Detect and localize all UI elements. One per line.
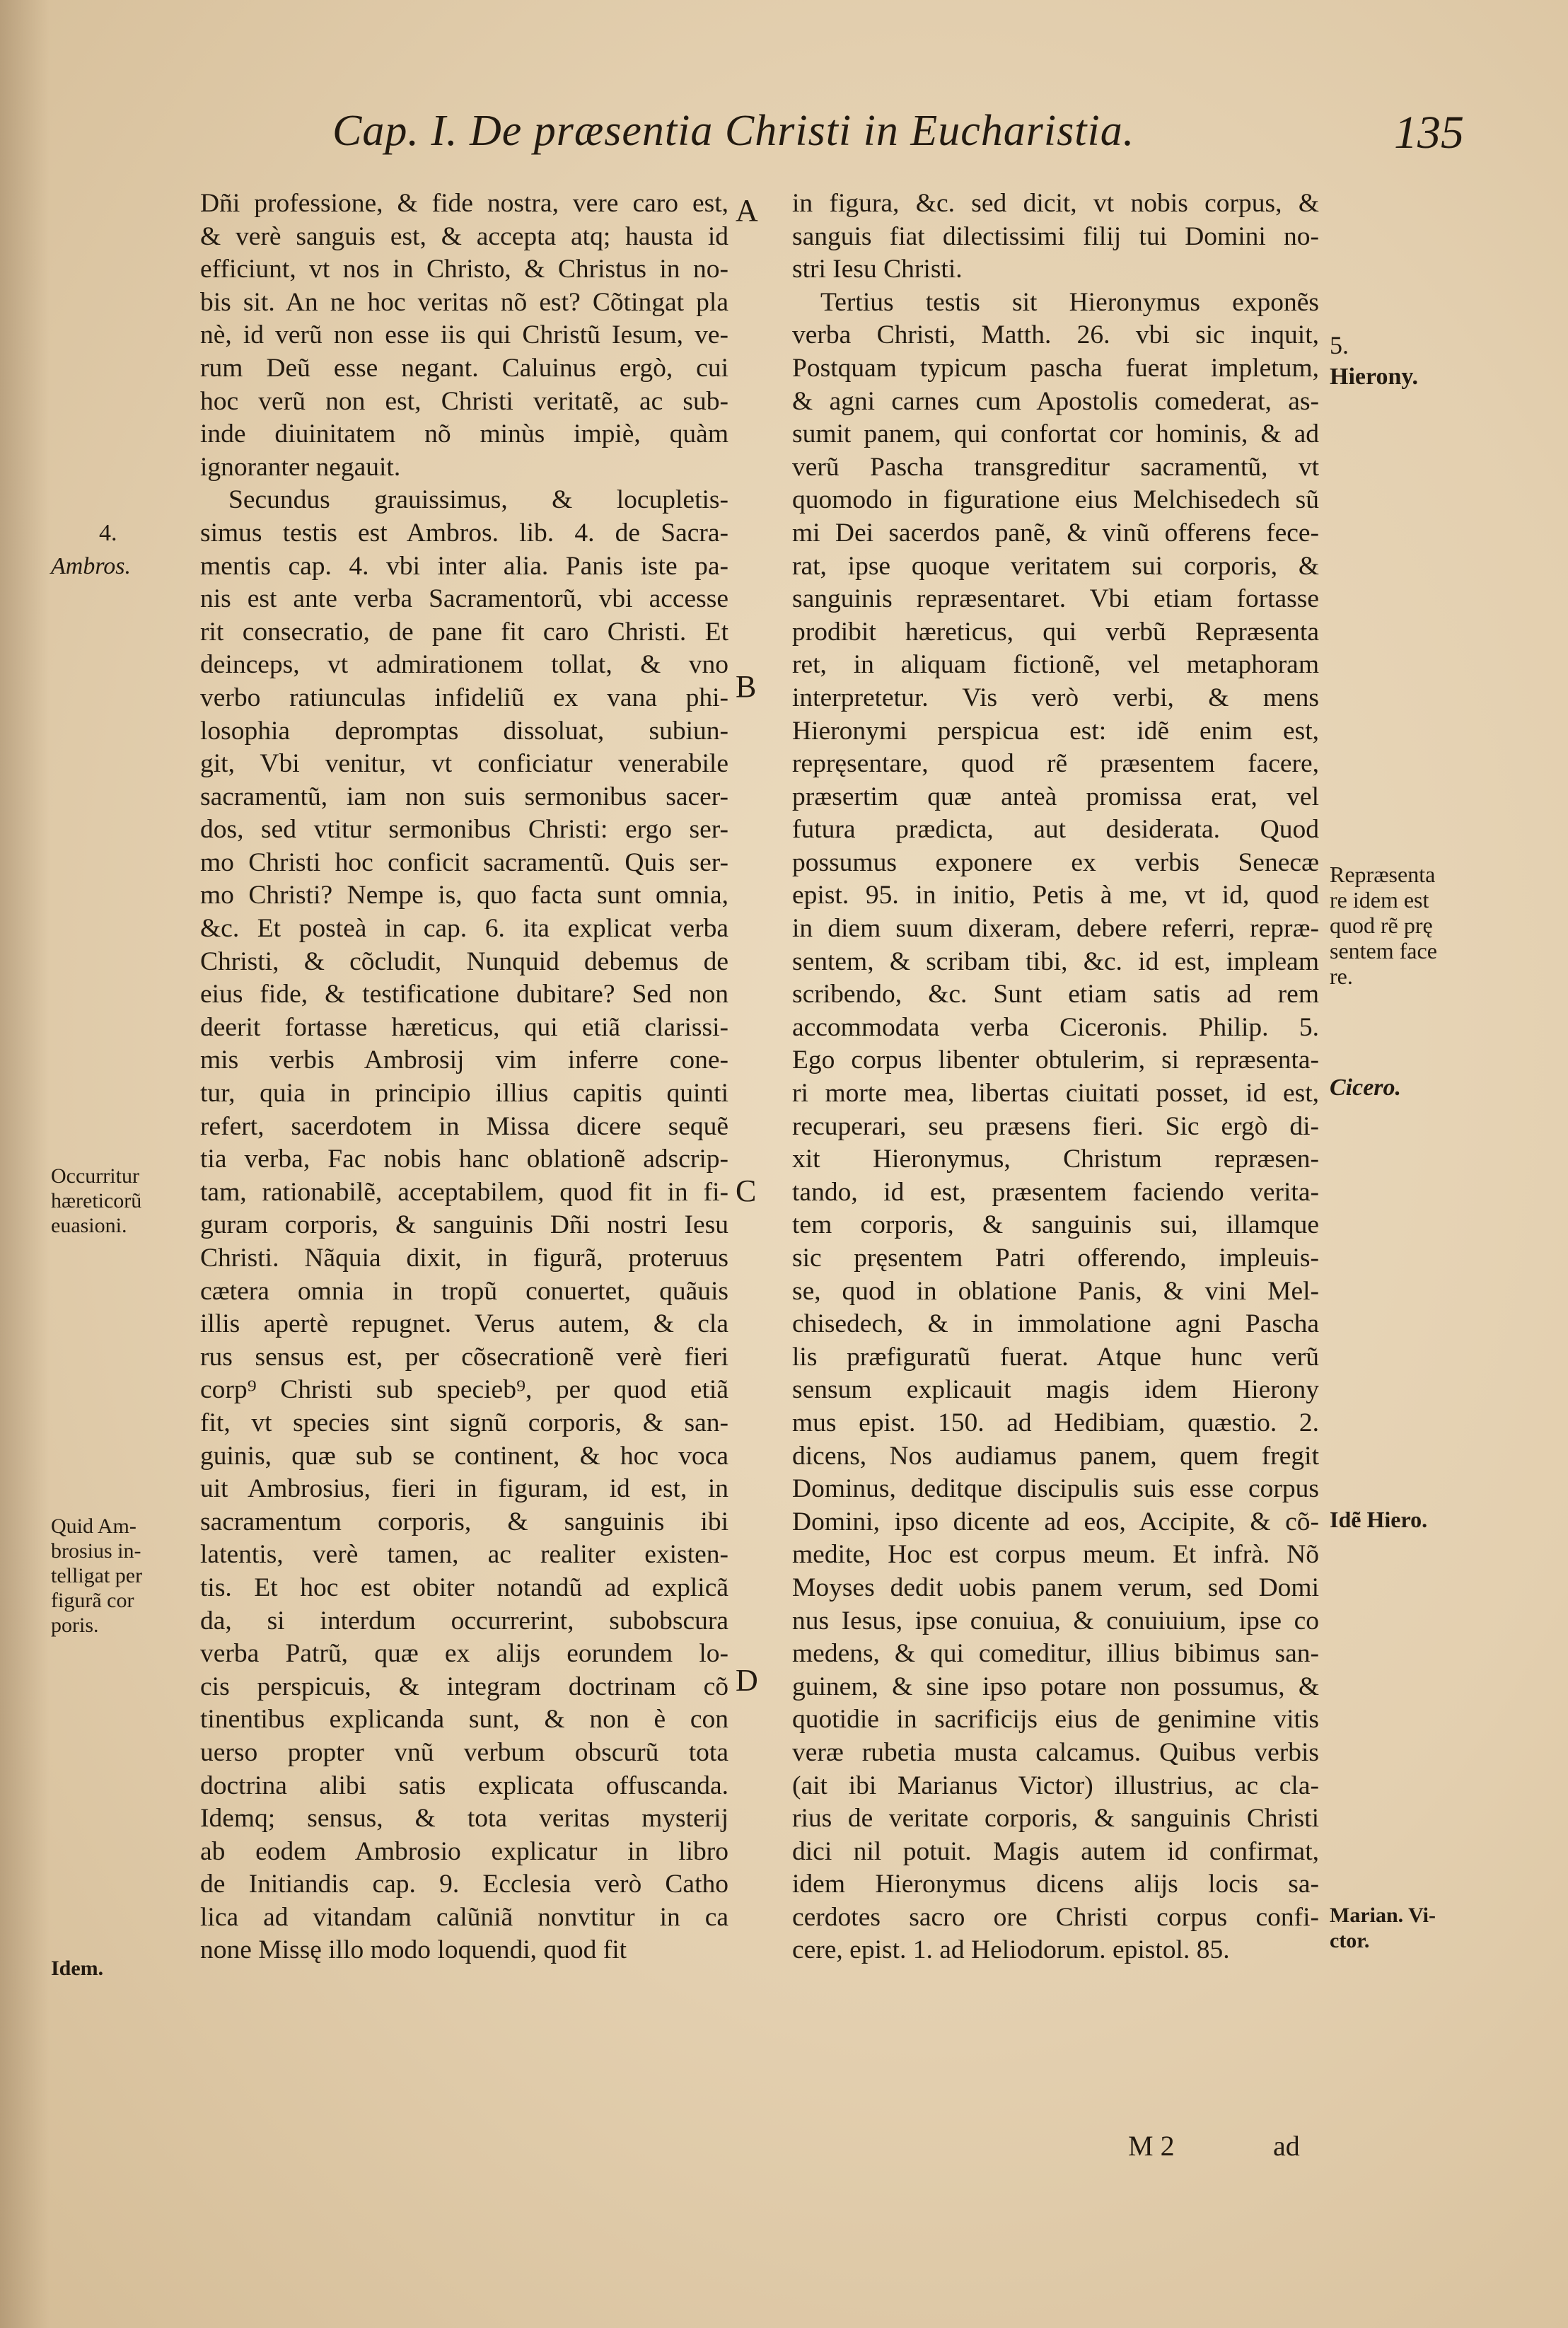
text-line: losophia depromptas dissoluat, subiun- (200, 716, 728, 746)
text-line: sacramentũ, iam non suis sermonibus sacer- (200, 782, 728, 811)
text-line: rus sensus est, per cõsecrationẽ verè fieri (200, 1342, 728, 1372)
text-line: futura prædicta, aut desiderata. Quod (792, 815, 1319, 845)
section-letter-d: D (736, 1663, 758, 1698)
text-line: Hieronymi perspicua est: idẽ enim est, (792, 716, 1319, 746)
text-line: mentis cap. 4. vbi inter alia. Panis iste pa- (200, 551, 728, 581)
section-letter-c: C (736, 1174, 757, 1208)
text-line: repręsentare, quod rẽ præsentem facere, (792, 749, 1319, 779)
section-letter-b: B (736, 669, 757, 704)
text-line: Domini, ipso dicente ad eos, Accipite, & cõ- (792, 1507, 1319, 1536)
text-line: verũ Pascha transgreditur sacramentũ, vt (792, 452, 1319, 482)
text-line: bis sit. An ne hoc veritas nõ est? Cõtingat pla (200, 287, 728, 317)
right-column (792, 187, 1319, 1967)
text-line: medens, & qui comeditur, illius bibimus san- (792, 1639, 1319, 1669)
text-line: lica ad vitandam calũniã nonvtitur in ca (200, 1902, 728, 1932)
text-line: Postquam typicum pascha fuerat impletum, (792, 353, 1319, 383)
text-line: Dñi professione, & fide nostra, vere caro est, (200, 189, 728, 218)
text-line: prodibit hæreticus, qui verbũ Repræsenta (792, 617, 1319, 647)
running-title: Cap. I. De præsentia Christi in Eucharistia. (332, 107, 1135, 155)
text-line: &c. Et posteà in cap. 6. ita explicat verba (200, 914, 728, 944)
text-line: simus testis est Ambros. lib. 4. de Sacra- (200, 518, 728, 548)
text-line: sumit panem, qui confortat cor hominis, & ad (792, 419, 1319, 449)
text-line: eius fide, & testificatione dubitare? Sed non (200, 980, 728, 1009)
margin-note-cicero: Cicero. (1330, 1075, 1402, 1101)
text-line: sic pręsentem Patri offerendo, impleuis- (792, 1244, 1319, 1273)
text-line: corp⁹ Christi sub specieb⁹, per quod etiã (200, 1375, 728, 1405)
text-line: quotidie in sacrificijs eius de genimine vitis (792, 1705, 1319, 1735)
text-line: rit consecratio, de pane fit caro Christi. Et (200, 617, 728, 647)
text-line: cere, epist. 1. ad Heliodorum. epistol. 85. (792, 1935, 1230, 1965)
text-line: verba Patrũ, quæ ex alijs eorundem lo- (200, 1639, 728, 1669)
text-line: guinem, & sine ipso potare non possumus, & (792, 1672, 1319, 1701)
text-line: inde diuinitatem nõ minùs impiè, quàm (200, 419, 728, 449)
text-line: doctrina alibi satis explicata offuscanda. (200, 1771, 728, 1800)
text-line: mus epist. 150. ad Hedibiam, quæstio. 2. (792, 1408, 1319, 1437)
text-line: xit Hieronymus, Christum repræsen- (792, 1145, 1319, 1174)
text-line: medite, Hoc est corpus meum. Et infrà. Nõ (792, 1540, 1319, 1570)
text-line: possumus exponere ex verbis Senecæ (792, 847, 1319, 877)
text-line: rat, ipse quoque veritatem sui corporis, & (792, 551, 1319, 581)
text-line: tinentibus explicanda sunt, & non è con (200, 1705, 728, 1735)
text-line: sacramentum corporis, & sanguinis ibi (200, 1507, 728, 1536)
text-line: idem Hieronymus dicens alijs locis sa- (792, 1870, 1319, 1899)
text-line: Dominus, deditque discipulis suis esse corpus (792, 1474, 1319, 1504)
margin-note-idem: Idem. (51, 1957, 104, 1980)
text-line: lis præfiguratũ fuerat. Atque hunc verũ (792, 1342, 1319, 1372)
text-line: guinis, quæ sub se continent, & hoc voca (200, 1441, 728, 1471)
margin-note-occurritur: Occurritur hæreticorũ euasioni. (51, 1164, 142, 1237)
text-line: sanguis fiat dilectissimi filij tui Domini no- (792, 221, 1319, 251)
text-line: epist. 95. in initio, Petis à me, vt id, quod (792, 881, 1319, 910)
margin-note-idem-hiero: Idẽ Hiero. (1330, 1507, 1428, 1532)
text-line: recuperari, seu præsens fieri. Sic ergò di- (792, 1111, 1319, 1141)
text-line: sensum explicauit magis idem Hierony (792, 1375, 1319, 1405)
text-line: ret, in aliquam fictionẽ, vel metaphoram (792, 650, 1319, 680)
text-line: none Missę illo modo loquendi, quod fit (200, 1935, 627, 1965)
text-line: verbo ratiunculas infideliũ ex vana phi- (200, 683, 728, 712)
text-line: quomodo in figuratione eius Melchisedech sũ (792, 485, 1319, 515)
text-line: cis perspicuis, & integram doctrinam cõ (200, 1672, 728, 1701)
margin-note-repraesentare: Repræsenta re idem est quod rẽ prę sentem face re. (1330, 862, 1437, 989)
text-line: sentem, & scribam tibi, &c. id est, impleam (792, 946, 1319, 976)
signature-mark: M 2 (1128, 2130, 1175, 2162)
text-line: Tertius testis sit Hieronymus exponẽs (820, 287, 1319, 317)
text-line: da, si interdum occurrerint, subobscura (200, 1606, 728, 1635)
margin-note-quid-ambrosius: Quid Am- brosius in- telligat per figurã cor poris. (51, 1515, 143, 1637)
text-line: (ait ibi Marianus Victor) illustrius, ac cla- (792, 1771, 1319, 1800)
margin-numeral-5: 5. (1330, 331, 1349, 359)
text-line: rius de veritate corporis, & sanguinis Christi (792, 1804, 1319, 1834)
page-number: 135 (1394, 107, 1464, 158)
text-line: cerdotes sacro ore Christi corpus confi- (792, 1902, 1319, 1932)
text-line: & verè sanguis est, & accepta atq; hausta id (200, 221, 728, 251)
text-line: nè, id verũ non esse iis qui Christũ Iesum, ve- (200, 320, 728, 350)
text-line: efficiunt, vt nos in Christo, & Christus in no- (200, 255, 728, 284)
text-line: mo Christi hoc conficit sacramentũ. Quis ser- (200, 847, 728, 877)
text-line: nis est ante verba Sacramentorũ, vbi accesse (200, 584, 728, 614)
text-line: interpretetur. Vis verò verbi, & mens (792, 683, 1319, 712)
text-line: Moyses dedit uobis panem verum, sed Domi (792, 1573, 1319, 1602)
margin-name-ambrosius: Ambros. (51, 553, 132, 579)
text-line: accommodata verba Ciceronis. Philip. 5. (792, 1012, 1319, 1042)
text-line: de Initiandis cap. 9. Ecclesia verò Catho (200, 1870, 728, 1899)
text-line: mi Dei sacerdos panẽ, & vinũ offerens fece- (792, 518, 1319, 548)
text-line: Ego corpus libenter obtulerim, si repræsenta- (792, 1046, 1319, 1075)
text-line: & agni carnes cum Apostolis comederat, as- (792, 386, 1319, 416)
text-line: tem corporis, & sanguinis sui, illamque (792, 1210, 1319, 1240)
text-line: dicens, Nos audiamus panem, quem fregit (792, 1441, 1319, 1471)
left-column (200, 187, 728, 1967)
text-line: mis verbis Ambrosij vim inferre cone- (200, 1046, 728, 1075)
text-line: git, Vbi venitur, vt conficiatur venerabile (200, 749, 728, 779)
spine-shadow (0, 0, 50, 2328)
text-line: refert, sacerdotem in Missa dicere sequẽ (200, 1111, 728, 1141)
text-line: Secundus grauissimus, & locupletis- (228, 485, 728, 515)
text-line: latentis, verè tamen, ac realiter existen- (200, 1540, 728, 1570)
text-line: hoc verũ non est, Christi veritatẽ, ac sub- (200, 386, 728, 416)
text-line: ab eodem Ambrosio explicatur in libro (200, 1836, 728, 1866)
section-letter-a: A (736, 193, 758, 228)
text-line: dici nil potuit. Magis autem id confirmat, (792, 1836, 1319, 1866)
text-line: se, quod in oblatione Panis, & vini Mel- (792, 1276, 1319, 1306)
text-line: præsertim quæ anteà promissa erat, vel (792, 782, 1319, 811)
text-line: deerit fortasse hæreticus, qui etiã clarissi- (200, 1012, 728, 1042)
text-line: veræ rubetia musta calcamus. Quibus verbis (792, 1737, 1319, 1767)
text-line: uerso propter vnũ verbum obscurũ tota (200, 1737, 728, 1767)
text-line: in diem suum dixeram, debere referri, repræ- (792, 914, 1319, 944)
text-line: scribendo, &c. Sunt etiam satis ad rem (792, 980, 1319, 1009)
text-line: ri morte mea, libertas ciuitati posset, id est, (792, 1079, 1319, 1108)
text-line: sanguinis repræsentaret. Vbi etiam fortasse (792, 584, 1319, 614)
text-line: Christi, & cõcludit, Nunquid debemus de (200, 946, 728, 976)
text-line: chisedech, & in immolatione agni Pascha (792, 1309, 1319, 1339)
page-header (332, 106, 1464, 170)
text-line: tur, quia in principio illius capitis quinti (200, 1079, 728, 1108)
text-line: stri Iesu Christi. (792, 255, 963, 284)
text-line: uit Ambrosius, fieri in figuram, id est, in (200, 1474, 728, 1504)
text-line: tam, rationabilẽ, acceptabilem, quod fit in fi- (200, 1177, 728, 1207)
text-line: illis apertè repugnet. Verus autem, & cla (200, 1309, 728, 1339)
text-line: fit, vt species sint signũ corporis, & san- (200, 1408, 728, 1437)
text-line: ignoranter negauit. (200, 452, 401, 482)
text-line: tia verba, Fac nobis hanc oblationẽ adscrip- (200, 1145, 728, 1174)
text-line: mo Christi? Nempe is, quo facta sunt omnia, (200, 881, 728, 910)
text-line: deinceps, vt admirationem tollat, & vno (200, 650, 728, 680)
text-line: tis. Et hoc est obiter notandũ ad explicã (200, 1573, 728, 1602)
text-line: Christi. Nãquia dixit, in figurã, proteruus (200, 1244, 728, 1273)
margin-numeral-4: 4. (99, 520, 117, 546)
text-line: in figura, &c. sed dicit, vt nobis corpus, & (792, 189, 1319, 218)
text-line: verba Christi, Matth. 26. vbi sic inquit, (792, 320, 1319, 350)
margin-name-hieronymus: Hierony. (1330, 364, 1418, 390)
text-line: Idemq; sensus, & tota veritas mysterij (200, 1804, 728, 1834)
margin-note-marianus-victor: Marian. Vi- ctor. (1330, 1904, 1436, 1952)
catchword: ad (1273, 2130, 1300, 2162)
text-line: cætera omnia in tropũ conuertet, quãuis (200, 1276, 728, 1306)
text-line: guram corporis, & sanguinis Dñi nostri Iesu (200, 1210, 728, 1240)
text-line: dos, sed vtitur sermonibus Christi: ergo ser- (200, 815, 728, 845)
text-line: rum Deũ esse negant. Caluinus ergò, cui (200, 353, 728, 383)
text-line: nus Iesus, ipse conuiua, & conuiuium, ipse co (792, 1606, 1319, 1635)
text-line: tando, id est, præsentem faciendo verita- (792, 1177, 1319, 1207)
